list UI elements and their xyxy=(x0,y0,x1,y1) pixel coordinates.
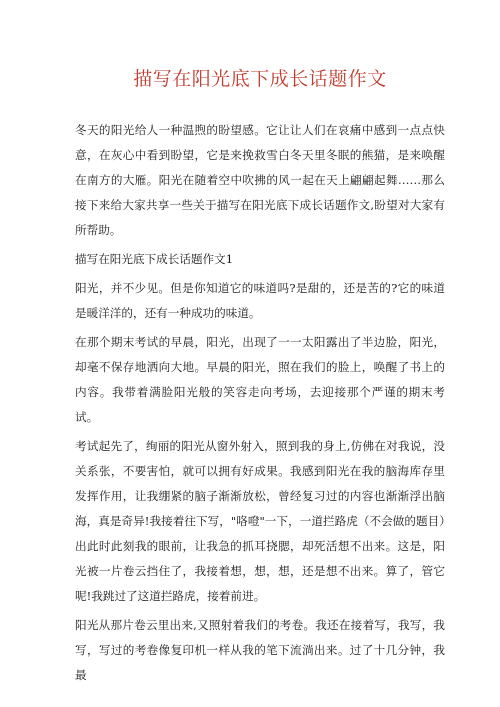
body-paragraph: 阳光从那片卷云里出来,又照射着我们的考卷。我还在接着写，我写，我写，写过的考卷像复印机一样从我的笔下流淌出来。过了十几分钟，我最 xyxy=(75,618,445,682)
section-heading: 描写在阳光底下成长话题作文1 xyxy=(75,252,234,266)
body-paragraph: 在那个期末考试的早晨，阳光，出现了一一太阳露出了半边脸，阳光，却毫不保存地洒向大地。早晨的阳光，照在我们的脸上，唤醒了书上的内容。我带着满脸阳光般的笑容走向考场，去迎接那个严谨的期末考试。 xyxy=(75,335,445,424)
document-title: 描写在阳光底下成长话题作文 xyxy=(133,68,387,90)
document-body xyxy=(75,118,445,688)
body-paragraph: 考试起先了，绚丽的阳光从窗外射入，照到我的身上,仿佛在对我说，没关系张，不要害怕，就可以拥有好成果。我感到阳光在我的脑海库存里发挥作用，让我绷紧的脑子渐渐放松，曾经复习过的内容也渐渐浮出脑海，真是奇异!我接着往下写，"咯噔"一下，一道拦路虎（不会做的题目）出此时此刻我的眼前，让我急的抓耳挠腮，却死活想不出来。这是，阳光被一片卷云挡住了，我接着想，想，想，还是想不出来。算了，管它呢!我跳过了这道拦路虎，接着前进。 xyxy=(75,439,445,603)
intro-paragraph: 冬天的阳光给人一种温煦的盼望感。它让让人们在哀痛中感到一点点快意，在灰心中看到盼望，它是来挽救雪白冬天里冬眠的熊猫，是来唤醒在南方的大雁。阳光在随着空中吹拂的风一起在天上翩翩起舞……那么接下来给大家共享一些关于描写在阳光底下成长话题作文,盼望对大家有所帮助。 xyxy=(75,123,445,237)
body-paragraph: 阳光，并不少见。但是你知道它的味道吗?是甜的，还是苦的?它的味道是暖洋洋的，还有一种成功的味道。 xyxy=(75,281,445,320)
